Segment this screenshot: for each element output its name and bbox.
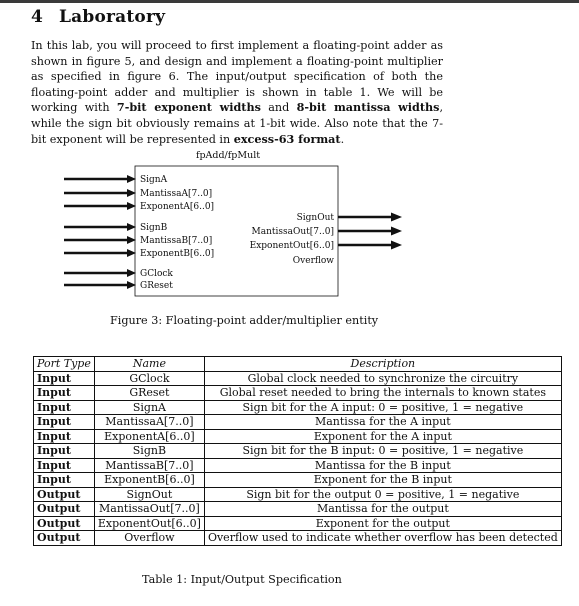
table-row: [34, 371, 562, 386]
header-description: Description: [204, 357, 561, 372]
input-port-label: GReset: [140, 281, 173, 292]
cell-description: Mantissa for the output: [204, 502, 561, 517]
cell-port-type: Output: [34, 487, 95, 502]
cell-description: Global reset needed to bring the internals to known states: [204, 386, 561, 401]
table-row: [34, 386, 562, 401]
table-header-row: [34, 357, 562, 372]
cell-port-type: Output: [34, 516, 95, 531]
section-number: 4: [31, 7, 44, 27]
table-row: [34, 444, 562, 459]
section-heading: [31, 7, 165, 27]
table-caption: Table 1: Input/Output Specification: [142, 573, 342, 586]
cell-port-type: Input: [34, 429, 95, 444]
output-port: [252, 227, 402, 238]
cell-description: Exponent for the A input: [204, 429, 561, 444]
table-row: [34, 415, 562, 430]
arrow-head-icon: [391, 213, 402, 222]
arrow-head-icon: [391, 241, 402, 250]
input-port: [64, 269, 173, 279]
arrow-head-icon: [391, 227, 402, 236]
cell-name: ExponentA[6..0]: [94, 429, 204, 444]
input-port-label: ExponentA[6..0]: [140, 202, 215, 213]
table-row: [34, 400, 562, 415]
input-port-label: MantissaA[7..0]: [140, 189, 213, 200]
cell-name: MantissaB[7..0]: [94, 458, 204, 473]
cell-port-type: Output: [34, 502, 95, 517]
output-port: [293, 256, 335, 266]
table-row: [34, 502, 562, 517]
paragraph-bold: excess-63 format: [233, 131, 341, 146]
cell-name: GClock: [94, 371, 204, 386]
cell-name: ExponentOut[6..0]: [94, 516, 204, 531]
table-row: [34, 429, 562, 444]
cell-description: Sign bit for the B input: 0 = positive, 1 = negative: [204, 444, 561, 459]
cell-port-type: Input: [34, 371, 95, 386]
cell-name: MantissaA[7..0]: [94, 415, 204, 430]
cell-name: SignB: [94, 444, 204, 459]
entity-name: fpAdd/fpMult: [195, 150, 261, 161]
input-port-label: ExponentB[6..0]: [140, 249, 215, 260]
table-row: [34, 458, 562, 473]
section-title: Laboratory: [59, 7, 166, 27]
paragraph-text: , while the sign bit obviously remains at 1-bit wide. Also note that the 7-bit exponent will be represented in: [31, 101, 444, 146]
cell-name: ExponentB[6..0]: [94, 473, 204, 488]
cell-port-type: Input: [34, 458, 95, 473]
input-port: [64, 223, 168, 233]
figure-caption: Figure 3: Floating-point adder/multiplier entity: [110, 314, 379, 327]
table-row: [34, 516, 562, 531]
input-port-label: GClock: [140, 269, 173, 280]
input-port-label: SignA: [140, 175, 168, 186]
table-row: [34, 531, 562, 546]
cell-port-type: Input: [34, 473, 95, 488]
cell-name: Overflow: [94, 531, 204, 546]
paragraph-bold: 8-bit mantissa widths: [296, 100, 440, 115]
cell-port-type: Input: [34, 400, 95, 415]
cell-name: GReset: [94, 386, 204, 401]
header-port-type: Port Type: [34, 357, 95, 372]
output-port-label: MantissaOut[7..0]: [251, 227, 334, 238]
output-port-label: SignOut: [296, 213, 334, 224]
output-port: [250, 241, 402, 252]
cell-description: Mantissa for the A input: [204, 415, 561, 430]
cell-name: MantissaOut[7..0]: [94, 502, 204, 517]
input-port: [64, 249, 214, 259]
paragraph-text: In this lab, you will proceed to first implement a floating-point adder as shown in figure 5, and design and implement a floating-point multiplier as specified in figure 6. The input/output specification of both the floating-point adder and multiplier is shown in table 1. We will be working with: [31, 39, 443, 115]
input-port-label: SignB: [140, 223, 168, 234]
cell-description: Mantissa for the B input: [204, 458, 561, 473]
paragraph-text: .: [340, 132, 345, 146]
paragraph-text: and: [260, 101, 297, 115]
cell-port-type: Output: [34, 531, 95, 546]
output-port-label: ExponentOut[6..0]: [249, 241, 334, 252]
table-row: [34, 473, 562, 488]
input-port: [64, 202, 214, 212]
top-border: [0, 0, 579, 3]
io-spec-table: [33, 356, 562, 546]
cell-port-type: Input: [34, 386, 95, 401]
table-row: [34, 487, 562, 502]
cell-description: Sign bit for the output 0 = positive, 1 = negative: [204, 487, 561, 502]
cell-description: Exponent for the B input: [204, 473, 561, 488]
cell-description: Sign bit for the A input: 0 = positive, 1 = negative: [204, 400, 561, 415]
cell-port-type: Input: [34, 444, 95, 459]
input-port-label: MantissaB[7..0]: [140, 236, 213, 247]
intro-paragraph: [31, 38, 443, 147]
cell-name: SignA: [94, 400, 204, 415]
cell-description: Overflow used to indicate whether overflow has been detected: [204, 531, 561, 546]
cell-name: SignOut: [94, 487, 204, 502]
header-name: Name: [94, 357, 204, 372]
paragraph-bold: 7-bit exponent widths: [116, 100, 261, 115]
cell-description: Global clock needed to synchronize the circuitry: [204, 371, 561, 386]
cell-description: Exponent for the output: [204, 516, 561, 531]
input-port: [64, 281, 173, 291]
cell-port-type: Input: [34, 415, 95, 430]
output-port: [297, 213, 402, 224]
output-port-label: Overflow: [292, 256, 334, 267]
input-port: [64, 175, 168, 185]
entity-diagram: [58, 146, 418, 306]
